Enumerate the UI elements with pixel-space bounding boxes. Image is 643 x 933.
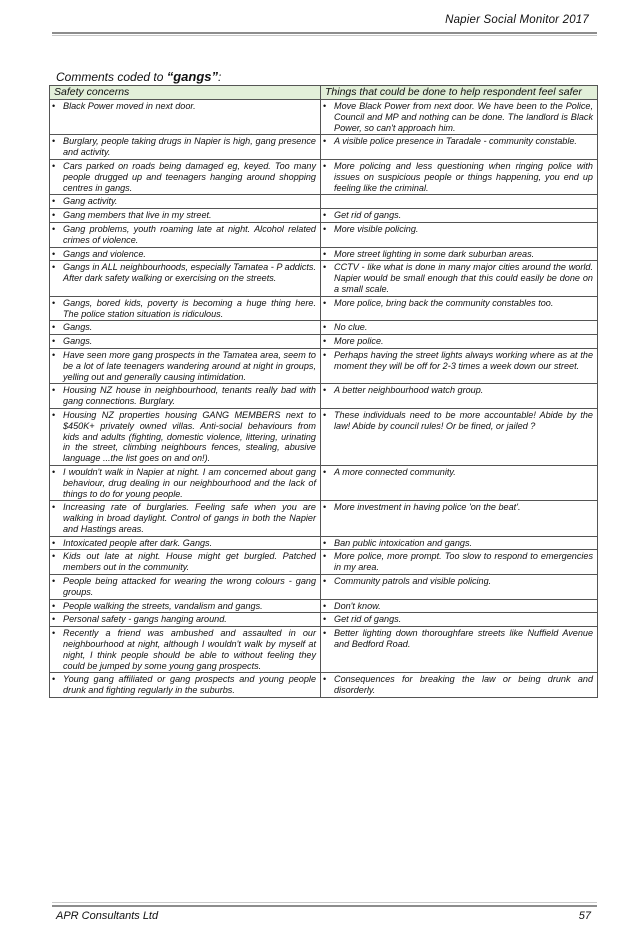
table-row (50, 673, 598, 698)
bullet-marker: • (323, 349, 327, 360)
safety-concern-cell (50, 348, 321, 383)
safety-concern-text: Young gang affiliated or gang prospects and young people drunk and fighting regularly in the suburbs. (63, 674, 316, 696)
safety-concern-text: Gangs, bored kids, poverty is becoming a huge thing here. The police station situation is ridiculous. (63, 297, 316, 319)
bullet-marker: • (52, 385, 56, 396)
safety-concern-text: Increasing rate of burglaries. Feeling safe when you are walking in broad daylight. Control of gangs in both the Napier and Hastings areas. (63, 502, 316, 534)
suggestion-cell (321, 135, 598, 160)
suggestion-text: A better neighbourhood watch group. (334, 385, 484, 396)
suggestion-cell (321, 209, 598, 223)
suggestion-cell (321, 627, 598, 673)
safety-concern-cell (50, 575, 321, 600)
suggestion-text: Don't know. (334, 600, 381, 611)
safety-concern-cell (50, 465, 321, 500)
safety-concern-text: People walking the streets, vandalism and gangs. (63, 600, 263, 611)
safety-concern-text: Gangs and violence. (63, 248, 146, 259)
running-header-title: Napier Social Monitor 2017 (445, 14, 589, 26)
safety-concern-cell (50, 261, 321, 296)
suggestion-text: More investment in having police 'on the beat'. (334, 502, 521, 513)
bullet-marker: • (52, 223, 56, 234)
bullet-marker: • (323, 674, 327, 685)
safety-concern-cell (50, 247, 321, 261)
table-row (50, 321, 598, 335)
table-row (50, 100, 598, 135)
bullet-marker: • (52, 262, 56, 273)
suggestion-cell (321, 550, 598, 575)
bullet-marker: • (52, 210, 56, 221)
safety-concern-cell (50, 384, 321, 409)
suggestion-text: Get rid of gangs. (334, 210, 402, 221)
bullet-marker: • (52, 600, 56, 611)
suggestion-cell (321, 321, 598, 335)
bullet-marker: • (52, 551, 56, 562)
table-row (50, 247, 598, 261)
bullet-marker: • (52, 248, 56, 259)
section-heading (56, 69, 221, 84)
bullet-marker: • (323, 248, 327, 259)
suggestion-text: A visible police presence in Taradale - community constable. (334, 136, 577, 147)
safety-concern-text: Kids out late at night. House might get burgled. Patched members out in the community. (63, 551, 316, 573)
suggestion-text: Move Black Power from next door. We have been to the Police, Council and MP and nothing can be done. The landlord is Black Power, so can't approach him. (334, 101, 593, 133)
table-row (50, 613, 598, 627)
footer-rule-thin (52, 902, 597, 903)
safety-concern-text: Personal safety - gangs hanging around. (63, 614, 227, 625)
safety-concern-cell (50, 335, 321, 349)
safety-concern-text: Cars parked on roads being damaged eg, keyed. Too many people drugged up and teenagers hanging around shopping centres in gangs. (63, 160, 316, 193)
bullet-marker: • (323, 551, 327, 562)
safety-concern-cell (50, 501, 321, 536)
safety-concern-text: Recently a friend was ambushed and assaulted in our neighbourhood at night, although I wouldn't walk by myself at night, I think people should be able to without feeling they could be jumped by some young gang prospects. (63, 628, 316, 671)
suggestion-cell (321, 261, 598, 296)
table-header-row (50, 86, 598, 100)
page-number: 57 (578, 910, 591, 922)
table-row (50, 599, 598, 613)
suggestion-cell (321, 384, 598, 409)
bullet-marker: • (323, 223, 327, 234)
safety-concern-text: Housing NZ house in neighbourhood, tenants really bad with gang connections. Burglary. (63, 385, 316, 407)
safety-concern-text: Have seen more gang prospects in the Tamatea area, seem to be a lot of late teenagers wandering around at night in groups, yelling out and generally causing intimidation. (63, 349, 316, 382)
suggestion-text: Perhaps having the street lights always working where as at the moment they will be off for 2-3 times a week down our street. (334, 349, 593, 371)
bullet-marker: • (323, 297, 327, 308)
suggestion-cell (321, 613, 598, 627)
safety-concern-cell (50, 135, 321, 160)
bullet-marker: • (52, 466, 56, 477)
comments-table (49, 85, 598, 698)
safety-concern-cell (50, 222, 321, 247)
bullet-marker: • (323, 600, 327, 611)
safety-concern-cell (50, 536, 321, 550)
suggestion-cell (321, 335, 598, 349)
bullet-marker: • (323, 336, 327, 347)
safety-concern-cell (50, 321, 321, 335)
safety-concern-cell (50, 627, 321, 673)
bullet-marker: • (52, 297, 56, 308)
safety-concern-text: Gangs in ALL neighbourhoods, especially Tamatea - P addicts. After dark safety walking or exercising on the streets. (63, 262, 316, 284)
safety-concern-cell (50, 550, 321, 575)
safety-concern-text: Gangs. (63, 336, 93, 347)
table-row (50, 135, 598, 160)
bullet-marker: • (323, 502, 327, 513)
safety-concern-cell (50, 599, 321, 613)
safety-concern-cell (50, 209, 321, 223)
header-rule-thin (52, 35, 597, 36)
bullet-marker: • (52, 628, 56, 639)
suggestion-cell (321, 159, 598, 194)
safety-concern-cell (50, 613, 321, 627)
table-row (50, 408, 598, 465)
footer-company: APR Consultants Ltd (56, 910, 159, 922)
bullet-marker: • (323, 210, 327, 221)
bullet-marker: • (323, 466, 327, 477)
bullet-marker: • (52, 136, 56, 147)
table-row (50, 575, 598, 600)
table-row (50, 348, 598, 383)
column-header-safety-concerns: Safety concerns (50, 86, 321, 100)
suggestion-cell (321, 501, 598, 536)
safety-concern-cell (50, 100, 321, 135)
bullet-marker: • (52, 502, 56, 513)
table-row (50, 384, 598, 409)
bullet-marker: • (52, 409, 56, 420)
header-rule (52, 32, 597, 34)
suggestion-cell (321, 536, 598, 550)
section-heading-suffix: : (218, 70, 222, 84)
safety-concern-cell (50, 159, 321, 194)
suggestion-text: A more connected community. (334, 466, 456, 477)
table-row (50, 465, 598, 500)
column-header-suggestions: Things that could be done to help respondent feel safer (321, 86, 598, 100)
table-row (50, 195, 598, 209)
safety-concern-cell (50, 195, 321, 209)
bullet-marker: • (52, 160, 56, 171)
table-row (50, 222, 598, 247)
bullet-marker: • (323, 136, 327, 147)
safety-concern-text: Gangs. (63, 322, 93, 333)
suggestion-text: Ban public intoxication and gangs. (334, 537, 473, 548)
safety-concern-cell (50, 408, 321, 465)
suggestion-text: Better lighting down thoroughfare streets like Nuffield Avenue and Bedford Road. (334, 628, 593, 650)
suggestion-text: More street lighting in some dark suburban areas. (334, 248, 535, 259)
table-row (50, 550, 598, 575)
safety-concern-text: Black Power moved in next door. (63, 101, 196, 111)
safety-concern-cell (50, 296, 321, 321)
safety-concern-text: Burglary, people taking drugs in Napier is high, gang presence and activity. (63, 136, 316, 158)
bullet-marker: • (323, 576, 327, 587)
bullet-marker: • (52, 576, 56, 587)
suggestion-cell (321, 296, 598, 321)
bullet-marker: • (52, 196, 56, 207)
suggestion-cell (321, 575, 598, 600)
safety-concern-text: Gang activity. (63, 196, 118, 207)
bullet-marker: • (323, 160, 327, 171)
table-row (50, 261, 598, 296)
suggestion-text: More police, more prompt. Too slow to respond to emergencies in my area. (334, 551, 593, 573)
bullet-marker: • (52, 101, 56, 111)
suggestion-text: More police. (334, 336, 384, 347)
bullet-marker: • (323, 385, 327, 396)
suggestion-cell (321, 465, 598, 500)
bullet-marker: • (323, 322, 327, 333)
table-row (50, 501, 598, 536)
safety-concern-text: People being attacked for wearing the wrong colours - gang groups. (63, 576, 316, 597)
bullet-marker: • (323, 262, 327, 273)
bullet-marker: • (52, 349, 56, 360)
bullet-marker: • (323, 614, 327, 625)
section-heading-term: “gangs” (166, 69, 219, 84)
suggestion-cell (321, 222, 598, 247)
bullet-marker: • (52, 537, 56, 548)
safety-concern-text: Gang problems, youth roaming late at night. Alcohol related crimes of violence. (63, 223, 316, 245)
suggestion-text: No clue. (334, 322, 368, 333)
bullet-marker: • (323, 101, 327, 111)
suggestion-text: Consequences for breaking the law or being drunk and disorderly. (334, 674, 593, 696)
safety-concern-text: Housing NZ properties housing GANG MEMBERS next to $450K+ privately owned villas. Anti-social behaviours from kids and adults (fighting, domestic violence, littering, urinating in the street, climbing neighbours fences, stealing, abusive language ...the list goes on and on!). (63, 409, 316, 464)
suggestion-cell (321, 195, 598, 209)
table-row (50, 159, 598, 194)
bullet-marker: • (323, 537, 327, 548)
suggestion-cell (321, 247, 598, 261)
table-row (50, 627, 598, 673)
suggestion-text: More police, bring back the community constables too. (334, 297, 554, 308)
footer-rule (52, 905, 597, 907)
safety-concern-text: Gang members that live in my street. (63, 210, 212, 221)
section-heading-prefix: Comments coded to (56, 70, 167, 84)
bullet-marker: • (52, 674, 56, 685)
bullet-marker: • (323, 409, 327, 420)
bullet-marker: • (323, 628, 327, 639)
suggestion-cell (321, 673, 598, 698)
suggestion-text: Community patrols and visible policing. (334, 576, 492, 587)
table-row (50, 335, 598, 349)
suggestion-cell (321, 348, 598, 383)
safety-concern-cell (50, 673, 321, 698)
suggestion-text: CCTV - like what is done in many major cities around the world. Napier would be small enough that this could easily be done on a small scale. (334, 262, 593, 294)
safety-concern-text: Intoxicated people after dark. Gangs. (63, 537, 213, 548)
table-body (50, 100, 598, 698)
table-row (50, 536, 598, 550)
table-row (50, 209, 598, 223)
bullet-marker: • (52, 322, 56, 333)
safety-concern-text: I wouldn't walk in Napier at night. I am concerned about gang behaviour, drug dealing in our neighbourhood and the lack of things to do for young people. (63, 466, 316, 499)
suggestion-cell (321, 408, 598, 465)
table-row (50, 296, 598, 321)
suggestion-cell (321, 100, 598, 135)
suggestion-cell (321, 599, 598, 613)
bullet-marker: • (52, 336, 56, 347)
suggestion-text: These individuals need to be more accountable! Abide by the law! Abide by council rules! Or be fined, or jailed ? (334, 409, 593, 431)
suggestion-text: More policing and less questioning when ringing police with issues on suspicious people or things happening, you end up feeling like the criminal. (334, 160, 593, 193)
bullet-marker: • (52, 614, 56, 625)
suggestion-text: Get rid of gangs. (334, 614, 402, 625)
suggestion-text: More visible policing. (334, 223, 419, 234)
